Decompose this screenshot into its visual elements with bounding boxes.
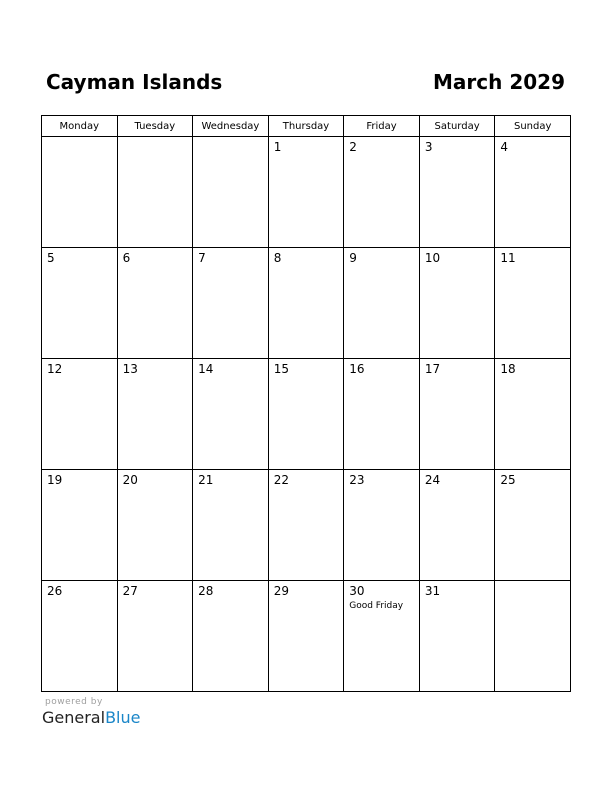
day-cell [117, 581, 193, 692]
day-cell [419, 248, 495, 359]
brand-general: General [42, 708, 106, 727]
day-cell [419, 581, 495, 692]
day-number [193, 137, 268, 141]
calendar-grid [41, 115, 571, 692]
day-cell [42, 359, 118, 470]
weekday-friday: Friday [344, 116, 420, 137]
day-cell [268, 248, 344, 359]
country-title: Cayman Islands [46, 70, 223, 94]
day-number [42, 137, 117, 141]
day-cell [268, 581, 344, 692]
weekday-wednesday: Wednesday [193, 116, 269, 137]
day-number: 11 [500, 251, 516, 265]
day-number: 18 [500, 362, 516, 376]
day-number [495, 581, 570, 585]
holiday-label: Good Friday [349, 601, 404, 611]
day-number: 31 [424, 584, 441, 598]
day-cell [495, 470, 571, 581]
day-cell [344, 470, 420, 581]
week-row-1 [42, 137, 571, 248]
day-number: 9 [349, 251, 357, 265]
day-cell [117, 137, 193, 248]
day-number: 12 [47, 362, 63, 376]
day-number: 29 [273, 584, 289, 598]
weekday-monday: Monday [42, 116, 118, 137]
day-cell [419, 359, 495, 470]
day-cell [268, 137, 344, 248]
day-number: 5 [47, 251, 55, 265]
day-number: 20 [122, 473, 138, 487]
day-cell [419, 470, 495, 581]
week-row-3 [42, 359, 571, 470]
day-cell [193, 359, 269, 470]
brand-blue: Blue [105, 708, 141, 727]
day-number: 28 [198, 584, 214, 598]
day-number: 27 [122, 584, 138, 598]
day-cell [193, 248, 269, 359]
day-number: 22 [273, 473, 289, 487]
day-number: 26 [47, 584, 63, 598]
day-number: 23 [349, 473, 365, 487]
day-number: 15 [273, 362, 289, 376]
day-number: 25 [500, 473, 516, 487]
day-cell [42, 581, 118, 692]
day-number: 10 [424, 251, 441, 265]
day-cell [268, 359, 344, 470]
day-number: 6 [122, 251, 131, 265]
day-cell [419, 137, 495, 248]
weekday-header-row [42, 116, 571, 137]
day-cell [344, 359, 420, 470]
day-cell [344, 248, 420, 359]
day-cell [193, 470, 269, 581]
day-number: 13 [122, 362, 138, 376]
generalblue-logo[interactable] [42, 708, 140, 727]
day-number: 4 [500, 140, 509, 154]
day-cell [193, 581, 269, 692]
day-number: 30 [349, 584, 365, 598]
day-cell [42, 137, 118, 248]
weekday-thursday: Thursday [268, 116, 344, 137]
month-year-title: March 2029 [433, 70, 565, 94]
day-cell [42, 248, 118, 359]
weekday-saturday: Saturday [419, 116, 495, 137]
day-number [118, 137, 193, 141]
day-cell [344, 137, 420, 248]
day-cell [495, 248, 571, 359]
week-row-4 [42, 470, 571, 581]
day-number: 21 [198, 473, 214, 487]
week-row-5 [42, 581, 571, 692]
day-number: 19 [47, 473, 63, 487]
day-cell [117, 359, 193, 470]
day-number: 7 [198, 251, 206, 265]
day-cell [268, 470, 344, 581]
day-cell [42, 470, 118, 581]
powered-by-text: powered by [45, 697, 103, 707]
day-cell [495, 359, 571, 470]
day-cell [193, 137, 269, 248]
day-cell-holiday [344, 581, 420, 692]
weekday-sunday: Sunday [495, 116, 571, 137]
day-cell [495, 137, 571, 248]
day-number: 16 [349, 362, 365, 376]
day-number: 2 [349, 140, 357, 154]
day-number: 3 [424, 140, 433, 154]
weekday-tuesday: Tuesday [117, 116, 193, 137]
day-cell [117, 248, 193, 359]
day-number: 14 [198, 362, 214, 376]
day-number: 8 [273, 251, 282, 265]
day-number: 17 [424, 362, 441, 376]
day-cell [495, 581, 571, 692]
day-number: 24 [424, 473, 441, 487]
day-number: 1 [273, 140, 282, 154]
day-cell [117, 470, 193, 581]
week-row-2 [42, 248, 571, 359]
